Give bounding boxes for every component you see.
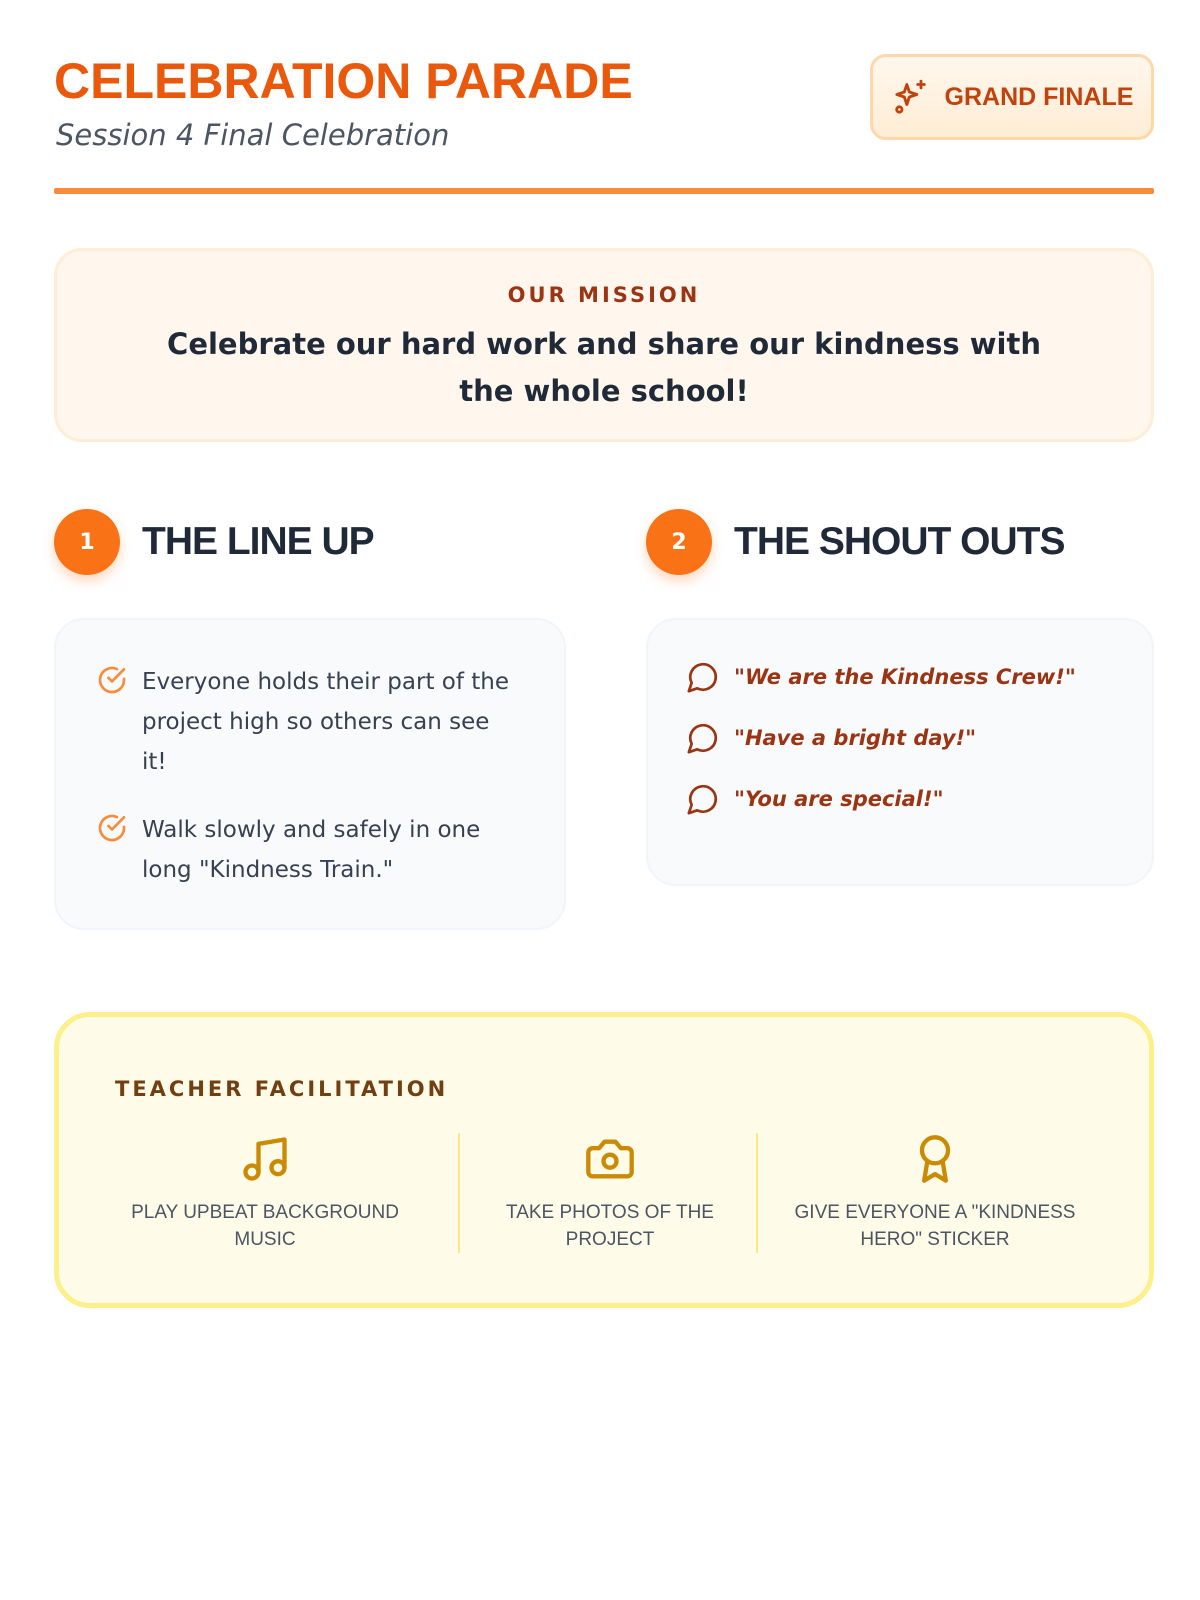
facilitation-label: GIVE EVERYONE A "KINDNESS HERO" STICKER xyxy=(794,1202,1076,1250)
shoutouts-heading xyxy=(646,507,1065,577)
teacher-facilitation-box xyxy=(54,1012,1154,1308)
facilitation-item xyxy=(115,1133,415,1253)
grand-finale-badge xyxy=(870,54,1154,140)
section-title: THE SHOUT OUTS xyxy=(734,520,1065,563)
award-ribbon-icon xyxy=(909,1133,961,1185)
check-circle-icon xyxy=(96,664,128,696)
camera-icon xyxy=(584,1133,636,1185)
facilitation-label: PLAY UPBEAT BACKGROUND MUSIC xyxy=(131,1202,399,1250)
mission-text: Celebrate our hard work and share our kindness with the whole school! xyxy=(167,327,1041,408)
page-subtitle: Session 4 Final Celebration xyxy=(56,118,450,152)
step-number-badge: 1 xyxy=(54,509,120,575)
check-circle-icon xyxy=(96,812,128,844)
list-item xyxy=(686,660,1076,694)
shout-out-text: "We are the Kindness Crew!" xyxy=(734,665,1076,689)
list-item xyxy=(96,662,512,782)
page-title: CELEBRATION PARADE xyxy=(54,53,633,109)
section-title: THE LINE UP xyxy=(142,520,374,563)
facilitation-item xyxy=(775,1133,1095,1253)
list-item-text: Walk slowly and safely in one long "Kindness Train." xyxy=(142,817,481,883)
header-divider xyxy=(54,188,1154,194)
shout-out-text: "Have a bright day!" xyxy=(734,726,977,750)
list-item xyxy=(96,810,512,890)
list-item xyxy=(686,782,944,816)
lineup-card xyxy=(54,618,566,930)
step-number-badge: 2 xyxy=(646,509,712,575)
column-divider xyxy=(458,1133,460,1253)
mission-kicker: OUR MISSION xyxy=(507,283,701,307)
mission-box xyxy=(54,248,1154,442)
teacher-title: TEACHER FACILITATION xyxy=(115,1077,449,1101)
lineup-heading xyxy=(54,507,374,577)
speech-bubble-icon xyxy=(686,721,720,755)
sparkles-icon xyxy=(891,77,931,117)
speech-bubble-icon xyxy=(686,660,720,694)
badge-label: GRAND FINALE xyxy=(944,82,1134,111)
column-divider xyxy=(756,1133,758,1253)
facilitation-label: TAKE PHOTOS OF THE PROJECT xyxy=(506,1202,714,1250)
facilitation-item xyxy=(479,1133,741,1253)
page-header xyxy=(54,52,1154,192)
music-note-icon xyxy=(239,1133,291,1185)
shoutouts-card xyxy=(646,618,1154,886)
speech-bubble-icon xyxy=(686,782,720,816)
shout-out-text: "You are special!" xyxy=(734,787,944,811)
list-item xyxy=(686,721,976,755)
list-item-text: Everyone holds their part of the project high so others can see it! xyxy=(142,669,510,775)
